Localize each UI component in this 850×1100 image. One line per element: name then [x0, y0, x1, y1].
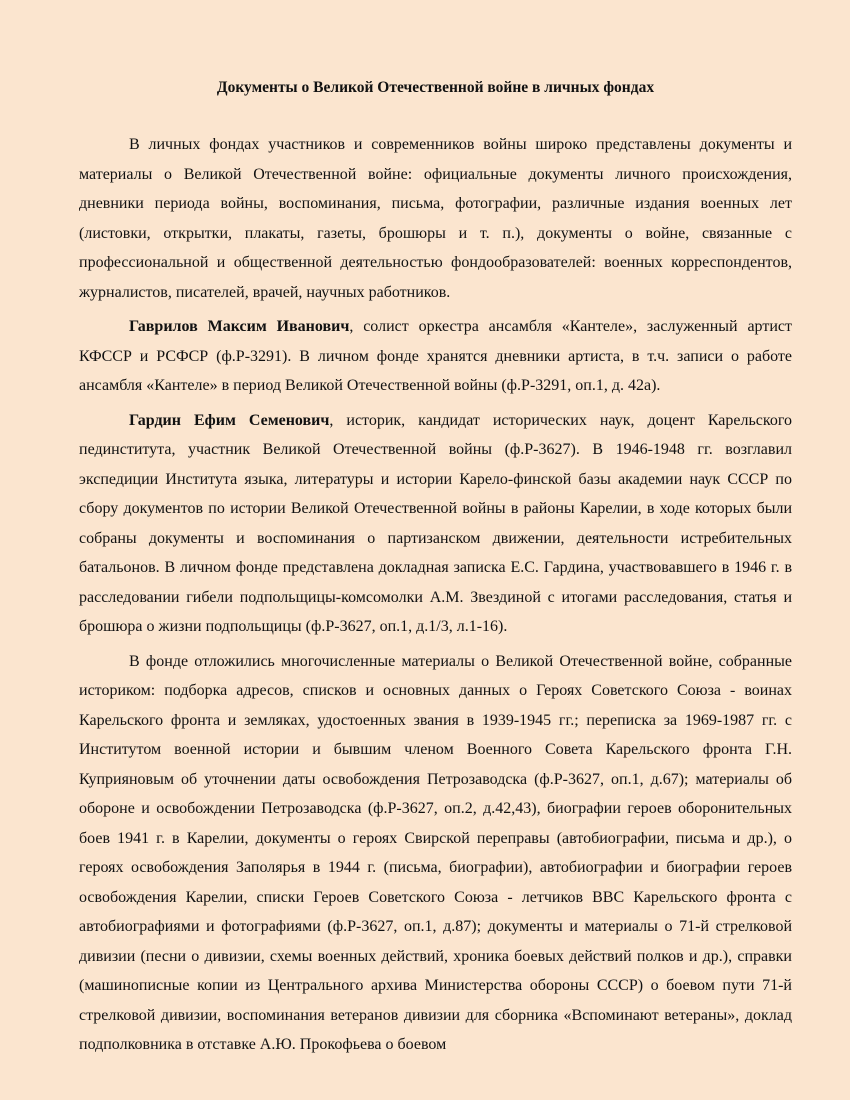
document-title: Документы о Великой Отечественной войне в личных фондах [216, 79, 655, 96]
entry-paragraph-gavrilov [79, 312, 792, 401]
person-name: Гаврилов Максим Иванович [129, 318, 350, 335]
entry-paragraph-gardin [79, 406, 792, 642]
person-name: Гардин Ефим Семенович [129, 411, 330, 429]
intro-paragraph: В личных фондах участников и современников войны широко представлены документы и материалы о Великой Отечественной войне: официальные документы личного происхождения, дневники периода войны, воспоминания, письма, фотографии, различные издания военных лет (листовки, открытки, плакаты, газеты, брошюры и т. п.), документы о войне, связанные с профессиональной и общественной деятельностью фондообразователей: военных корреспондентов, журналистов, писателей, врачей, научных работников. [79, 136, 792, 301]
entry-text: , солист оркестра ансамбля «Кантеле», заслуженный артист КФССР и РСФСР (ф.Р-3291). В личном фонде хранятся дневники артиста, в т.ч. записи о работе ансамбля «Кантеле» в период Великой Отечественной войны (ф.Р-3291, оп.1, д. 42а). [79, 318, 792, 394]
entry-text: , историк, кандидат исторических наук, доцент Карельского пединститута, участник Великой Отечественной войны (ф.Р-3627). В 1946-1948 гг. возглавил экспедиции Института языка, литературы и истории Карело-финской базы академии наук СССР по сбору документов по истории Великой Отечественной войны в районы Карелии, в ходе которых были собраны документы и воспоминания о партизанском движении, деятельности истребительных батальонов. В личном фонде представлена докладная записка Е.С. Гардина, участвовавшего в 1946 г. в расследовании гибели подпольщицы-комсомолки А.М. Звездиной с итогами расследования, статья и брошюра о жизни подпольщицы (ф.Р-3627, оп.1, д.1/3, л.1-16). [79, 411, 792, 635]
closing-paragraph: В фонде отложились многочисленные материалы о Великой Отечественной войне, собранные историком: подборка адресов, списков и основных данных о Героях Советского Союза - воинах Карельского фронта и земляках, удостоенных звания в 1939-1945 гг.; переписка за 1969-1987 гг. с Институтом военной истории и бывшим членом Военного Совета Карельского фронта Г.Н. Куприяновым об уточнении даты освобождения Петрозаводска (ф.Р-3627, оп.1, д.67); материалы об обороне и освобождении Петрозаводска (ф.Р-3627, оп.2, д.42,43), биографии героев оборонительных боев 1941 г. в Карелии, документы о героях Свирской переправы (автобиографии, письма и др.), о героях освобождения Заполярья в 1944 г. (письма, биографии), автобиографии и биографии героев освобождения Карелии, списки Героев Советского Союза - летчиков ВВС Карельского фронта с автобиографиями и фотографиями (ф.Р-3627, оп.1, д.87); документы и материалы о 71-й стрелковой дивизии (песни о дивизии, схемы военных действий, хроника боевых действий полков и др.), справки (машинописные копии из Центрального архива Министерства обороны СССР) о боевом пути 71-й стрелковой дивизии, воспоминания ветеранов дивизии для сборника «Вспоминают ветераны», доклад подполковника в отставке А.Ю. Прокофьева о боевом [79, 652, 792, 1053]
